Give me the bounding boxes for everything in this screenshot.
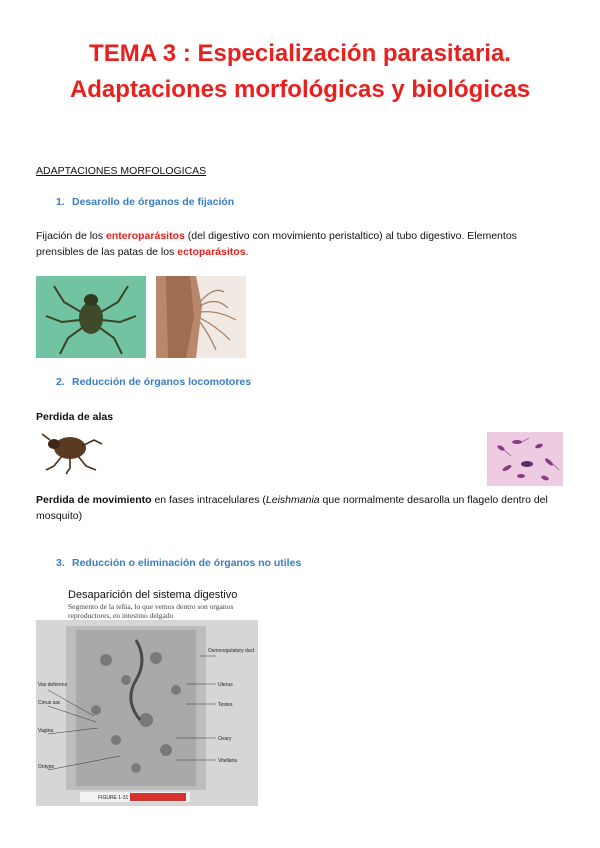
tapeworm-segment-figure (36, 620, 258, 806)
wing-loss-subheading: Perdida de alas (36, 411, 114, 423)
fixation-paragraph (36, 228, 566, 260)
text-span: (del digestivo con movimiento peristaltico) al tubo digestivo. Elementos prensibles de las patas de los (36, 230, 517, 258)
enteroparasites-term: enteroparásitos (106, 230, 185, 242)
digestive-loss-heading: Desaparición del sistema digestivo (68, 589, 238, 601)
figure-label: Vas deferens (38, 682, 68, 688)
heading-number: 3. (56, 557, 65, 569)
figure-number: FIGURE 1-31 (98, 795, 129, 801)
figure-label: Cirrus sac (38, 700, 61, 706)
movement-loss-paragraph (36, 492, 566, 524)
leishmania-smear-photo (487, 432, 563, 486)
heading-locomotor-reduction (56, 376, 251, 388)
ectoparasite-photo (36, 276, 146, 358)
text-span: . (245, 246, 249, 258)
movement-loss-term: Perdida de movimiento (36, 494, 152, 506)
figure-label: Testes (218, 702, 233, 708)
heading-text: Reducción de órganos locomotores (72, 376, 252, 388)
page-title-line-1: TEMA 3 : Especialización parasitaria. (89, 40, 511, 67)
heading-number: 2. (56, 376, 65, 388)
ectoparasites-term: ectoparásitos (177, 246, 246, 258)
heading-number: 1. (56, 196, 65, 208)
heading-text: Desarollo de órganos de fijación (72, 196, 235, 208)
leishmania-term: Leishmania (265, 494, 320, 506)
figure-label: Ovary (218, 736, 232, 742)
text-span: Fijación de los (36, 230, 107, 242)
figure-caption: Segmento de la teñia, lo que vemos dentro son organos reproductores, en intestino delgado (68, 602, 234, 620)
figure-label: Vitellaria (218, 758, 238, 764)
figure-label: Osmoregulatory duct (208, 648, 255, 654)
figure-label: Ootype (38, 764, 55, 770)
heading-organ-elimination (56, 557, 301, 569)
heading-text: Reducción o eliminación de órganos no utiles (72, 557, 302, 569)
wingless-insect-photo (36, 426, 106, 476)
page-title-line-2: Adaptaciones morfológicas y biológicas (69, 76, 531, 103)
text-span: que normalmente desarolla un flagelo dentro del mosquito) (36, 494, 548, 522)
figure-label: Vagina (38, 728, 54, 734)
figure-label: Uterus (218, 682, 233, 688)
attachment-organ-photo (156, 276, 246, 358)
section-label: ADAPTACIONES MORFOLOGICAS (36, 165, 207, 177)
text-span: en fases intracelulares ( (151, 494, 266, 506)
heading-fixation-organs (56, 196, 234, 208)
